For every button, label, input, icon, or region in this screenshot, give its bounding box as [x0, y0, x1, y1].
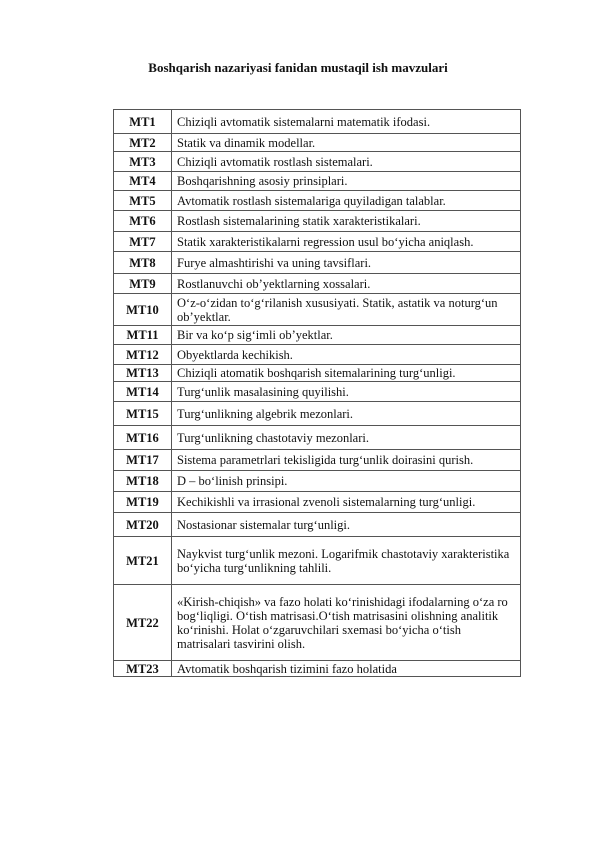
- topic-row: [114, 211, 521, 232]
- topic-text: Chiziqli atomatik boshqarish sitemalarining turg‘unligi.: [172, 365, 521, 382]
- topic-code: MT1: [114, 110, 172, 134]
- topic-text: Rostlash sistemalarining statik xarakteristikalari.: [172, 211, 521, 232]
- topic-code: MT6: [114, 211, 172, 232]
- topic-text: Avtomatik boshqarish tizimini fazo holatida: [172, 661, 521, 677]
- topic-code: MT5: [114, 191, 172, 211]
- topic-code: MT18: [114, 471, 172, 492]
- topic-row: [114, 232, 521, 252]
- topic-row: [114, 382, 521, 402]
- topic-code: MT16: [114, 426, 172, 450]
- topic-code: MT22: [114, 585, 172, 661]
- topic-code: MT14: [114, 382, 172, 402]
- topic-row: [114, 471, 521, 492]
- topic-text: Bir va ko‘p sig‘imli ob’yektlar.: [172, 326, 521, 345]
- topic-code: MT17: [114, 450, 172, 471]
- topic-row: [114, 492, 521, 513]
- topic-row: [114, 537, 521, 585]
- topic-text: Turg‘unlik masalasining quyilishi.: [172, 382, 521, 402]
- topic-text: Avtomatik rostlash sistemalariga quyiladigan talablar.: [172, 191, 521, 211]
- topic-row: [114, 274, 521, 294]
- topic-text: Nostasionar sistemalar turg‘unligi.: [172, 513, 521, 537]
- topic-text: Obyektlarda kechikish.: [172, 345, 521, 365]
- topic-code: MT9: [114, 274, 172, 294]
- topic-code: MT20: [114, 513, 172, 537]
- topic-code: MT3: [114, 152, 172, 172]
- topic-row: [114, 345, 521, 365]
- topic-code: MT23: [114, 661, 172, 677]
- topic-text: Rostlanuvchi ob’yektlarning xossalari.: [172, 274, 521, 294]
- topic-row: [114, 513, 521, 537]
- topic-text: Naykvist turg‘unlik mezoni. Logarifmik chastotaviy xarakteristika bo‘yicha turg‘unlikning tahlili.: [172, 537, 521, 585]
- topic-row: [114, 326, 521, 345]
- topic-row: [114, 450, 521, 471]
- topic-text: Chiziqli avtomatik rostlash sistemalari.: [172, 152, 521, 172]
- topic-code: MT10: [114, 294, 172, 326]
- topic-row: [114, 402, 521, 426]
- topic-text: Kechikishli va irrasional zvenoli sistemalarning turg‘unligi.: [172, 492, 521, 513]
- topic-text: Statik va dinamik modellar.: [172, 134, 521, 152]
- topic-text: Chiziqli avtomatik sistemalarni matematik ifodasi.: [172, 110, 521, 134]
- topics-table: [113, 109, 521, 677]
- topic-row: [114, 252, 521, 274]
- topic-code: MT12: [114, 345, 172, 365]
- topic-text: O‘z-o‘zidan to‘g‘rilanish xususiyati. Statik, astatik va noturg‘un ob’yektlar.: [172, 294, 521, 326]
- topic-text: D – bo‘linish prinsipi.: [172, 471, 521, 492]
- topic-code: MT15: [114, 402, 172, 426]
- topic-code: MT4: [114, 172, 172, 191]
- topic-code: MT8: [114, 252, 172, 274]
- topic-text: Statik xarakteristikalarni regression usul bo‘yicha aniqlash.: [172, 232, 521, 252]
- topic-code: MT7: [114, 232, 172, 252]
- topic-row: [114, 110, 521, 134]
- topic-row: [114, 134, 521, 152]
- topic-code: MT11: [114, 326, 172, 345]
- topic-code: MT2: [114, 134, 172, 152]
- topic-text: Turg‘unlikning chastotaviy mezonlari.: [172, 426, 521, 450]
- topic-text: Turg‘unlikning algebrik mezonlari.: [172, 402, 521, 426]
- topic-row: [114, 191, 521, 211]
- topic-code: MT13: [114, 365, 172, 382]
- topic-row: [114, 152, 521, 172]
- topic-text: «Kirish-chiqish» va fazo holati ko‘rinishidagi ifodalarning o‘za ro bog‘liqligi. O‘tish matrisasi.O‘tish matrisasini olishning analitik ko‘rinishi. Holat o‘zgaruvchilari sxemasi bo‘yicha o‘tish matrisalari tasvirini olish.: [172, 585, 521, 661]
- topic-row: [114, 365, 521, 382]
- topic-row: [114, 426, 521, 450]
- topic-row: [114, 661, 521, 677]
- topic-row: [114, 172, 521, 191]
- topic-row: [114, 294, 521, 326]
- page-title: Boshqarish nazariyasi fanidan mustaqil ish mavzulari: [148, 60, 448, 75]
- topic-text: Furye almashtirishi va uning tavsiflari.: [172, 252, 521, 274]
- topic-code: MT21: [114, 537, 172, 585]
- topic-row: [114, 585, 521, 661]
- topic-text: Boshqarishning asosiy prinsiplari.: [172, 172, 521, 191]
- topic-text: Sistema parametrlari tekisligida turg‘unlik doirasini qurish.: [172, 450, 521, 471]
- topic-code: MT19: [114, 492, 172, 513]
